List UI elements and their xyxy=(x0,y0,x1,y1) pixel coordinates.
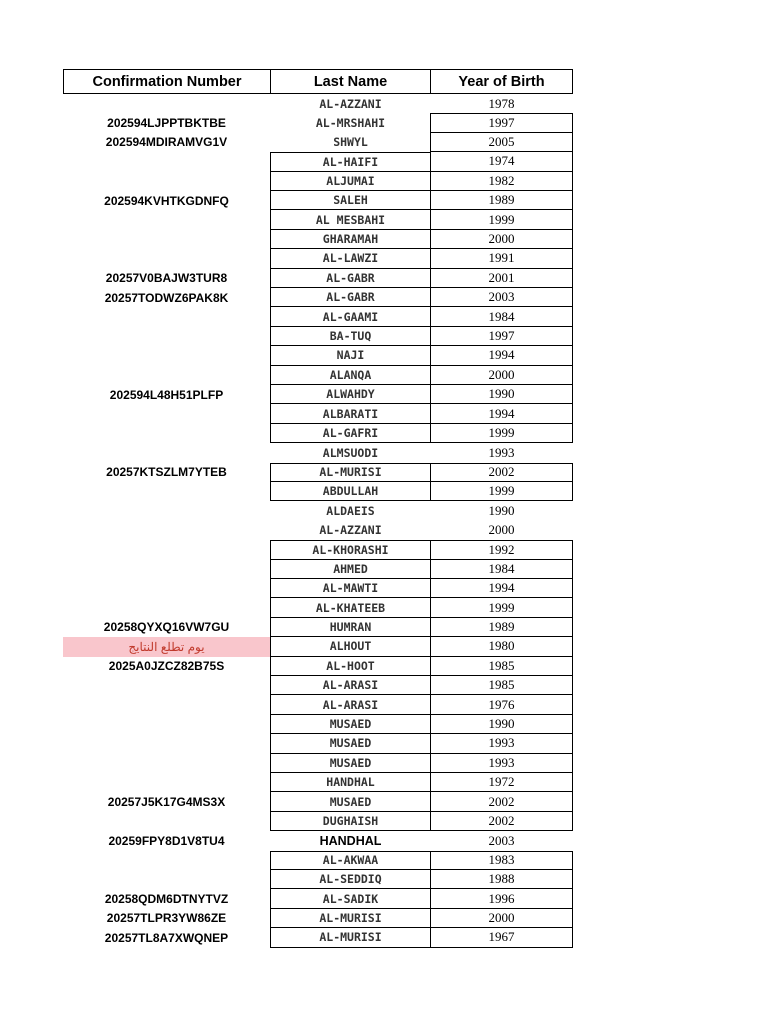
confirmation-number-cell xyxy=(63,540,270,559)
last-name-cell: HANDHAL xyxy=(270,773,431,792)
table-row xyxy=(63,831,573,850)
table-row xyxy=(63,230,573,249)
confirmation-number-cell xyxy=(63,307,270,326)
confirmation-number-cell: 20258QDM6DTNYTVZ xyxy=(104,892,229,907)
year-of-birth-cell: 1984 xyxy=(430,307,573,326)
last-name-cell: ALANQA xyxy=(270,366,431,385)
last-name-cell: DUGHAISH xyxy=(270,812,431,831)
year-of-birth-cell: 2005 xyxy=(430,133,573,152)
last-name-cell: HUMRAN xyxy=(270,618,431,637)
last-name-cell: AL-KHATEEB xyxy=(270,598,431,617)
year-of-birth-cell: 1985 xyxy=(430,657,573,676)
year-of-birth-cell: 1999 xyxy=(430,210,573,229)
confirmation-number-cell xyxy=(63,404,270,423)
table-row xyxy=(63,249,573,268)
last-name-cell: AL-MURISI xyxy=(270,909,431,928)
confirmation-number-cell: 20257TL8A7XWQNEP xyxy=(104,930,229,945)
year-of-birth-cell: 1991 xyxy=(430,249,573,268)
table-row xyxy=(63,346,573,365)
last-name-cell: ALWAHDY xyxy=(270,385,431,404)
table-row xyxy=(63,851,573,870)
confirmation-number-cell xyxy=(63,598,270,617)
table-row xyxy=(63,870,573,889)
confirmation-number-cell xyxy=(63,366,270,385)
confirmation-number-cell xyxy=(63,754,270,773)
last-name-cell: AL-AKWAA xyxy=(270,851,431,870)
confirmation-number-cell: 20259FPY8D1V8TU4 xyxy=(108,833,225,848)
confirmation-number-cell: 20258QYXQ16VW7GU xyxy=(103,620,230,635)
year-of-birth-cell: 2000 xyxy=(430,230,573,249)
confirmation-number-cell xyxy=(63,210,270,229)
year-of-birth-cell: 1997 xyxy=(430,113,573,132)
note-cell: يوم تطلع النتايج xyxy=(63,637,270,656)
confirmation-number-cell xyxy=(63,346,270,365)
confirmation-number-cell: 20257KTSZLM7YTEB xyxy=(106,465,227,480)
year-of-birth-cell: 1994 xyxy=(430,346,573,365)
table-row xyxy=(63,754,573,773)
year-of-birth-cell: 1990 xyxy=(430,715,573,734)
confirmation-number-cell xyxy=(63,443,270,462)
header-confirmation-number: Confirmation Number xyxy=(63,69,271,94)
table-row xyxy=(63,734,573,753)
confirmation-number-cell: 20257V0BAJW3TUR8 xyxy=(105,271,228,286)
last-name-cell: AL-KHORASHI xyxy=(270,540,431,559)
last-name-cell: MUSAED xyxy=(270,715,431,734)
year-of-birth-cell: 1967 xyxy=(430,928,573,947)
last-name-cell: AL-MURISI xyxy=(270,928,431,947)
last-name-cell: AHMED xyxy=(270,560,431,579)
confirmation-number-cell: 20257TLPR3YW86ZE xyxy=(106,911,227,926)
last-name-cell: AL-ARASI xyxy=(270,676,431,695)
year-of-birth-cell: 2000 xyxy=(488,522,515,538)
year-of-birth-cell: 1999 xyxy=(430,424,573,443)
table-row xyxy=(63,521,573,540)
year-of-birth-cell: 2002 xyxy=(430,792,573,811)
last-name-cell: ALJUMAI xyxy=(270,172,431,191)
confirmation-number-cell xyxy=(63,327,270,346)
table-row xyxy=(63,443,573,462)
last-name-cell: NAJI xyxy=(270,346,431,365)
last-name-cell: ALBARATI xyxy=(270,404,431,423)
year-of-birth-cell: 2000 xyxy=(430,909,573,928)
confirmation-number-cell: 202594KVHTKGDNFQ xyxy=(104,193,229,208)
table-row xyxy=(63,404,573,423)
last-name-cell: AL-GABR xyxy=(270,288,431,307)
table-row xyxy=(63,501,573,520)
table-row xyxy=(63,773,573,792)
table-row xyxy=(63,792,573,811)
table-row xyxy=(63,327,573,346)
last-name-cell: ALHOUT xyxy=(270,637,431,656)
last-name-cell: ALDAEIS xyxy=(326,504,375,519)
last-name-cell: GHARAMAH xyxy=(270,230,431,249)
year-of-birth-cell: 1993 xyxy=(488,444,515,460)
year-of-birth-cell: 1997 xyxy=(430,327,573,346)
last-name-cell: AL-MURISI xyxy=(270,463,431,482)
last-name-cell: ALMSUODI xyxy=(322,445,379,460)
confirmation-number-cell: 20257TODWZ6PAK8K xyxy=(104,290,229,305)
year-of-birth-cell: 2003 xyxy=(430,288,573,307)
confirmation-number-cell: 202594MDIRAMVG1V xyxy=(105,135,228,150)
table-row xyxy=(63,133,573,152)
last-name-cell: BA-TUQ xyxy=(270,327,431,346)
table-row xyxy=(63,482,573,501)
year-of-birth-cell: 1989 xyxy=(430,191,573,210)
last-name-cell: AL-SADIK xyxy=(270,889,431,908)
table-row xyxy=(63,366,573,385)
year-of-birth-cell: 1980 xyxy=(430,637,573,656)
confirmation-number-cell xyxy=(63,94,270,113)
confirmation-number-cell xyxy=(63,249,270,268)
table-row xyxy=(63,695,573,714)
table-row xyxy=(63,637,573,656)
table-row xyxy=(63,385,573,404)
confirmation-number-cell xyxy=(63,560,270,579)
confirmation-number-cell xyxy=(63,734,270,753)
year-of-birth-cell: 1983 xyxy=(430,851,573,870)
last-name-cell: AL-LAWZI xyxy=(270,249,431,268)
last-name-cell: AL-ARASI xyxy=(270,695,431,714)
year-of-birth-cell: 1972 xyxy=(430,773,573,792)
year-of-birth-cell: 1984 xyxy=(430,560,573,579)
year-of-birth-cell: 1990 xyxy=(488,503,515,519)
last-name-cell: AL-GAFRI xyxy=(270,424,431,443)
confirmation-number-cell xyxy=(63,715,270,734)
year-of-birth-cell: 1976 xyxy=(430,695,573,714)
year-of-birth-cell: 1985 xyxy=(430,676,573,695)
table-row xyxy=(63,657,573,676)
year-of-birth-cell: 1989 xyxy=(430,618,573,637)
confirmation-number-cell: 2025A0JZCZ82B75S xyxy=(108,659,225,674)
table-row xyxy=(63,928,573,947)
last-name-cell: MUSAED xyxy=(270,792,431,811)
confirmation-number-cell xyxy=(63,152,270,171)
table-row xyxy=(63,172,573,191)
last-name-cell: ABDULLAH xyxy=(270,482,431,501)
confirmation-number-cell xyxy=(63,579,270,598)
year-of-birth-cell: 1988 xyxy=(430,870,573,889)
confirmation-number-cell xyxy=(63,773,270,792)
table-row xyxy=(63,191,573,210)
confirmation-number-cell: 20257J5K17G4MS3X xyxy=(107,795,226,810)
last-name-cell: AL-SEDDIQ xyxy=(270,870,431,889)
last-name-cell: AL-AZZANI xyxy=(319,523,382,538)
last-name-cell: AL-HAIFI xyxy=(270,152,431,171)
year-of-birth-cell: 1999 xyxy=(430,598,573,617)
table-row xyxy=(63,598,573,617)
last-name-cell: AL-GABR xyxy=(270,269,431,288)
table-row xyxy=(63,307,573,326)
confirmation-number-cell: 202594LJPPTBKTBE xyxy=(107,116,226,131)
year-of-birth-cell: 1999 xyxy=(430,482,573,501)
table-row xyxy=(63,94,573,113)
table-row xyxy=(63,269,573,288)
table-row xyxy=(63,676,573,695)
table-row xyxy=(63,424,573,443)
confirmation-number-cell xyxy=(63,172,270,191)
table-row xyxy=(63,113,573,132)
last-name-cell: AL-MAWTI xyxy=(270,579,431,598)
last-name-cell: AL-MRSHAHI xyxy=(315,116,386,131)
header-last-name: Last Name xyxy=(270,69,431,94)
year-of-birth-cell: 2001 xyxy=(430,269,573,288)
last-name-cell: AL-GAAMI xyxy=(270,307,431,326)
year-of-birth-cell: 2002 xyxy=(430,812,573,831)
year-of-birth-cell: 1994 xyxy=(430,404,573,423)
confirmation-number-cell xyxy=(63,676,270,695)
table-row xyxy=(63,560,573,579)
table-row xyxy=(63,579,573,598)
year-of-birth-cell: 1996 xyxy=(430,889,573,908)
year-of-birth-cell: 1982 xyxy=(430,172,573,191)
table-row xyxy=(63,889,573,908)
last-name-cell: HANDHAL xyxy=(319,833,382,848)
table-row xyxy=(63,463,573,482)
last-name-cell: MUSAED xyxy=(270,754,431,773)
table-row xyxy=(63,288,573,307)
table-row xyxy=(63,618,573,637)
confirmation-number-cell xyxy=(63,424,270,443)
last-name-cell: AL-AZZANI xyxy=(319,96,382,111)
last-name-cell: AL-HOOT xyxy=(270,657,431,676)
year-of-birth-cell: 1974 xyxy=(430,152,573,171)
last-name-cell: SHWYL xyxy=(333,135,368,150)
table-row xyxy=(63,715,573,734)
table-row xyxy=(63,210,573,229)
confirmation-number-cell xyxy=(63,521,270,540)
last-name-cell: AL MESBAHI xyxy=(270,210,431,229)
year-of-birth-cell: 1992 xyxy=(430,540,573,559)
confirmation-number-cell: 202594L48H51PLFP xyxy=(109,387,224,402)
table-row xyxy=(63,540,573,559)
year-of-birth-cell: 1994 xyxy=(430,579,573,598)
confirmation-number-cell xyxy=(63,812,270,831)
year-of-birth-cell: 1993 xyxy=(430,754,573,773)
confirmation-number-cell xyxy=(63,501,270,520)
confirmation-number-cell xyxy=(63,230,270,249)
table-row xyxy=(63,909,573,928)
confirmation-number-cell xyxy=(63,482,270,501)
year-of-birth-cell: 1990 xyxy=(430,385,573,404)
confirmation-number-cell xyxy=(63,851,270,870)
year-of-birth-cell: 2003 xyxy=(488,832,515,848)
year-of-birth-cell: 2002 xyxy=(430,463,573,482)
table-row xyxy=(63,152,573,171)
confirmation-number-cell xyxy=(63,695,270,714)
year-of-birth-cell: 1993 xyxy=(430,734,573,753)
confirmation-number-cell xyxy=(63,870,270,889)
last-name-cell: SALEH xyxy=(270,191,431,210)
table-row xyxy=(63,812,573,831)
year-of-birth-cell: 2000 xyxy=(430,366,573,385)
year-of-birth-cell: 1978 xyxy=(488,95,515,111)
last-name-cell: MUSAED xyxy=(270,734,431,753)
header-year-of-birth: Year of Birth xyxy=(430,69,573,94)
